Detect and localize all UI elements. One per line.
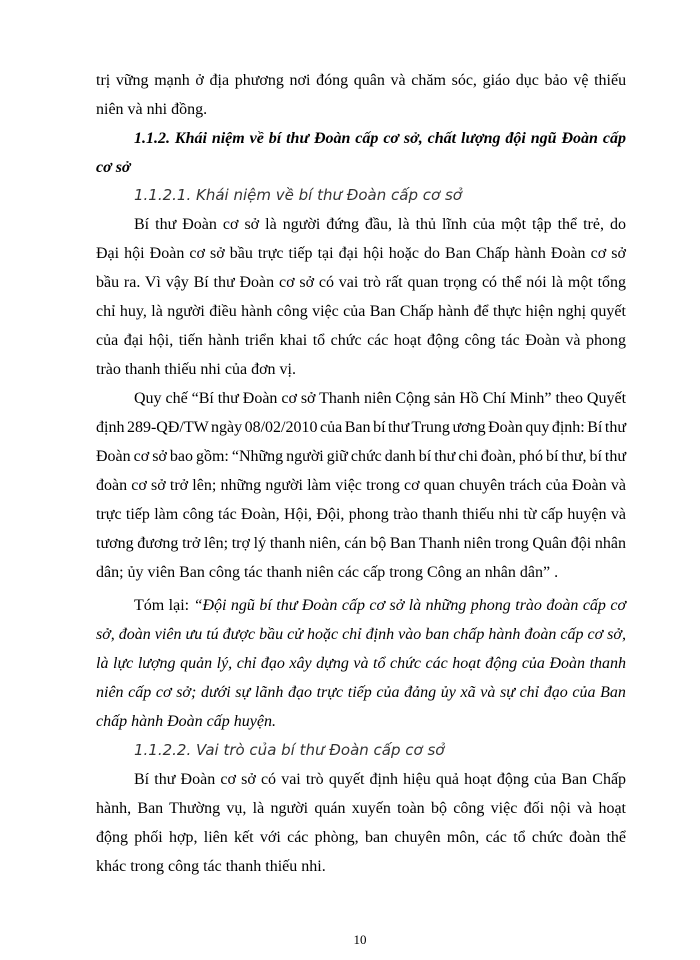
line-text: sở, đoàn viên ưu tú được bầu cử hoặc chỉ định vào ban chấp hành đoàn cấp cơ sở,: [96, 626, 626, 643]
text-line: [96, 649, 626, 678]
line-text: chấp hành Đoàn cấp huyện.: [96, 713, 276, 730]
page-number: 10: [353, 932, 367, 947]
line-text: tương đương trở lên; trợ lý thanh niên, cán bộ Ban Thanh niên trong Quân đội nhân: [96, 535, 626, 552]
summary-label: Tóm lại:: [134, 597, 194, 614]
line-text: niên cấp cơ sở; dưới sự lãnh đạo trực tiếp của đảng ủy xã và sự chỉ đạo của Ban: [96, 684, 626, 701]
text-line: [134, 765, 626, 794]
text-line: [96, 794, 626, 823]
text-line: [96, 558, 626, 587]
text-line: [96, 153, 626, 182]
text-line: [96, 442, 626, 471]
line-text: Bí thư Đoàn cơ sở là người đứng đầu, là thủ lĩnh của một tập thể trẻ, do: [134, 216, 626, 233]
line-text: đoàn cơ sở trở lên; những người làm việc trong cơ quan chuyên trách của Đoàn và: [96, 477, 626, 494]
text-line: [96, 95, 626, 124]
line-text: 1.1.2.1. Khái niệm về bí thư Đoàn cấp cơ sở: [134, 186, 462, 204]
text-line: [96, 268, 626, 297]
text-line: [134, 736, 626, 765]
text-line: [96, 471, 626, 500]
line-text: động phối hợp, liên kết với các phòng, ban chuyên môn, các tổ chức đoàn thể: [96, 829, 627, 846]
line-text: niên và nhi đồng.: [96, 101, 208, 118]
text-line: [134, 124, 626, 153]
line-text: trực tiếp làm công tác Đoàn, Hội, Đội, phong trào thanh thiếu nhi từ cấp huyện và: [96, 506, 626, 523]
text-line: [96, 239, 626, 268]
text-line: [134, 384, 626, 413]
line-text: cơ sở: [96, 159, 131, 176]
text-line: [134, 591, 626, 620]
line-text: Quy chế “Bí thư Đoàn cơ sở Thanh niên Cộng sản Hồ Chí Minh” theo Quyết: [134, 390, 627, 407]
line-text: trào thanh thiếu nhi của đơn vị.: [96, 361, 296, 378]
text-line: [96, 66, 626, 95]
line-text: hành, Ban Thường vụ, là người quán xuyến toàn bộ công việc đối nội và hoạt: [96, 800, 627, 817]
line-text: “Đội ngũ bí thư Đoàn cấp cơ sở là những phong trào đoàn cấp cơ: [193, 597, 627, 614]
line-text: Bí thư Đoàn cơ sở có vai trò quyết định hiệu quả hoạt động của Ban Chấp: [134, 771, 627, 788]
text-line: [96, 413, 626, 442]
line-text: dân; ủy viên Ban công tác thanh niên các cấp trong Công an nhân dân” .: [96, 564, 559, 581]
text-line: [96, 852, 626, 881]
text-line: [134, 181, 626, 210]
text-line: [96, 823, 626, 852]
text-line: [96, 297, 626, 326]
text-line: [96, 326, 626, 355]
line-text: định 289-QĐ/TW ngày 08/02/2010 của Ban bí thư Trung ương Đoàn quy định: Bí thư: [96, 419, 627, 436]
text-line: [96, 355, 626, 384]
text-line: [96, 529, 626, 558]
line-text: trị vững mạnh ở địa phương nơi đóng quân và chăm sóc, giáo dục bảo vệ thiếu: [96, 72, 627, 89]
text-line: [96, 500, 626, 529]
line-text: Đoàn cơ sở bao gồm: “Những người giữ chức danh bí thư chi đoàn, phó bí thư, bí thư: [96, 448, 627, 465]
text-line: [96, 707, 626, 736]
line-text: của đại hội, tiến hành triển khai tổ chức các hoạt động công tác Đoàn và phong: [96, 332, 626, 349]
line-text: 1.1.2. Khái niệm về bí thư Đoàn cấp cơ sở, chất lượng đội ngũ Đoàn cấp: [134, 130, 626, 147]
line-text: là lực lượng quản lý, chỉ đạo xây dựng và tổ chức các hoạt động của Đoàn thanh: [96, 655, 627, 672]
text-line: [134, 210, 626, 239]
text-line: [96, 678, 626, 707]
line-text: bầu ra. Vì vậy Bí thư Đoàn cơ sở có vai trò rất quan trọng có thể nói là một tổng: [96, 274, 627, 291]
line-text: 1.1.2.2. Vai trò của bí thư Đoàn cấp cơ sở: [134, 741, 445, 759]
line-text: chỉ huy, là người điều hành công việc của Ban Chấp hành để thực hiện nghị quyết: [96, 303, 626, 320]
text-line: [96, 620, 626, 649]
line-text: khác trong công tác thanh thiếu nhi.: [96, 858, 326, 875]
line-text: Đại hội Đoàn cơ sở bầu trực tiếp tại đại hội hoặc do Ban Chấp hành Đoàn cơ sở: [96, 245, 626, 262]
